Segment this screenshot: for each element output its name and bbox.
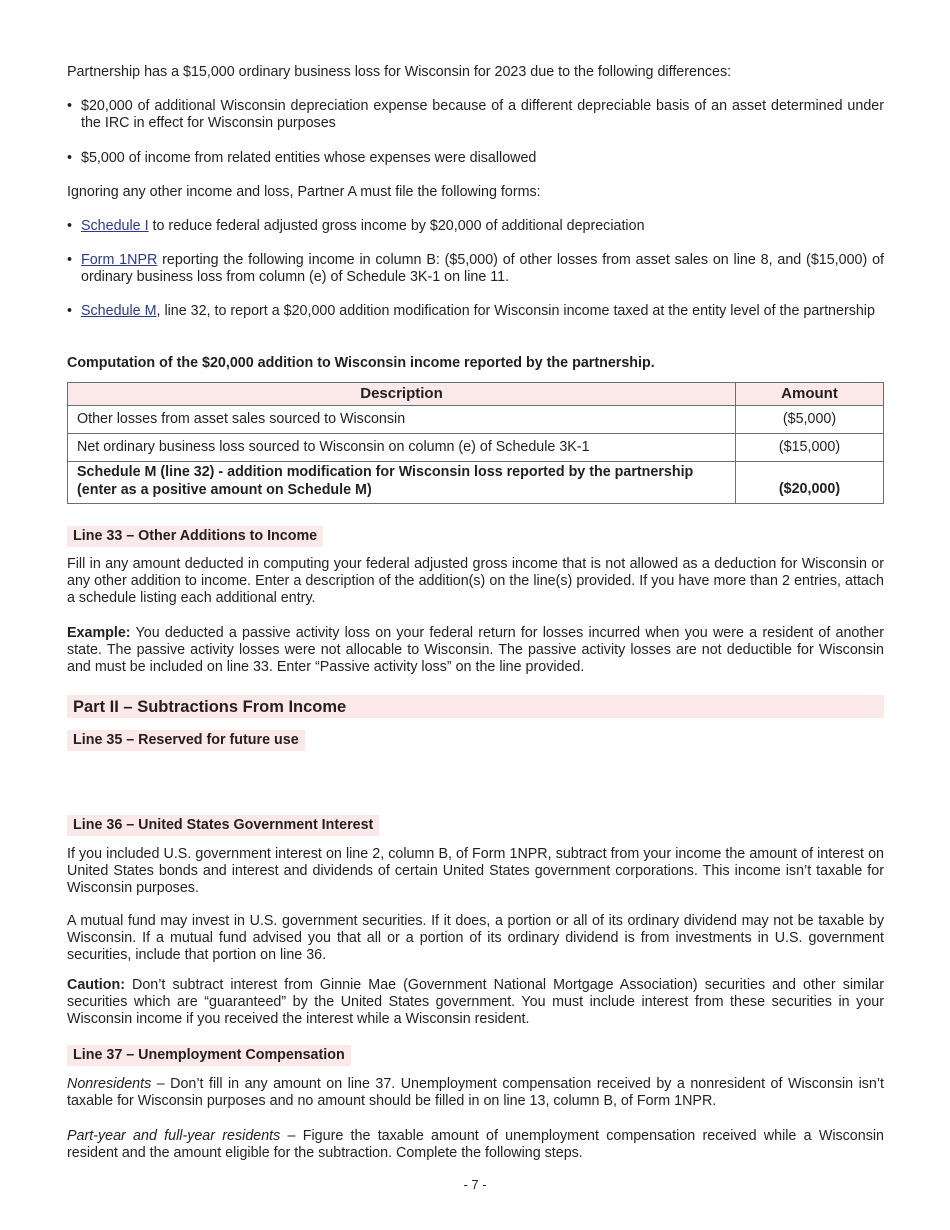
line-37-heading: Line 37 – Unemployment Compensation: [67, 1045, 351, 1066]
page-number: - 7 -: [463, 1177, 487, 1192]
description-header: Description: [68, 383, 736, 406]
form-item-form-1npr: [67, 252, 884, 286]
table-row: [68, 406, 884, 434]
row-amount: ($15,000): [736, 434, 884, 462]
computation-title: Computation of the $20,000 addition to Wisconsin income reported by the partnership.: [67, 355, 655, 371]
caution-label: Caution:: [67, 977, 125, 993]
line-36-caution: [67, 977, 884, 1029]
row-description: Net ordinary business loss sourced to Wisconsin on column (e) of Schedule 3K-1: [68, 434, 736, 462]
row-amount: ($5,000): [736, 406, 884, 434]
form-item-text: to reduce federal adjusted gross income by $20,000 of additional depreciation: [148, 218, 645, 234]
example-text: You deducted a passive activity loss on your federal return for losses incurred when you were a resident of another state. The passive activity losses were not allocable to Wisconsin. The passive activity losses are not deductible for Wisconsin and must be included on line 33. Enter “Passive activity loss” on the line provided.: [67, 625, 884, 676]
line-37-part-year: [67, 1128, 884, 1162]
row-description: Schedule M (line 32) - addition modification for Wisconsin loss reported by the partnership (enter as a positive amount on Schedule M): [68, 462, 736, 504]
line-36-paragraph-1: If you included U.S. government interest on line 2, column B, of Form 1NPR, subtract from your income the amount of interest on United States bonds and interest and dividends of certain United States government corporations. This income isn’t taxable for Wisconsin purposes.: [67, 846, 884, 897]
form-item-text: reporting the following income in column B: ($5,000) of other losses from asset sales on line 8, and ($15,000) of ordinary business loss from column (e) of Schedule 3K-1 on line 11.: [81, 252, 885, 286]
part-year-label: Part-year and full-year residents: [67, 1128, 281, 1144]
difference-item-1: • $20,000 of additional Wisconsin depreciation expense because of a different depreciable basis of an asset determined under the IRC in effect for Wisconsin purposes: [67, 98, 884, 132]
line-33-heading: Line 33 – Other Additions to Income: [67, 526, 323, 547]
schedule-i-link[interactable]: Schedule I: [81, 218, 149, 234]
part-2-heading: Part II – Subtractions From Income: [67, 695, 884, 718]
computation-table: [67, 382, 884, 504]
table-header-row: [68, 383, 884, 406]
line-37-nonresidents: [67, 1076, 884, 1110]
row-description: Other losses from asset sales sourced to Wisconsin: [68, 406, 736, 434]
part-year-text: – Figure the taxable amount of unemployment compensation received while a Wisconsin resident and the amount eligible for the subtraction. Complete the following steps.: [67, 1128, 884, 1162]
line-36-paragraph-2: A mutual fund may invest in U.S. government securities. If it does, a portion or all of its ordinary dividend may not be taxable by Wisconsin. If a mutual fund advised you that all or a portion of its ordinary dividend is from investments in U.S. government securities, include that portion on line 36.: [67, 913, 884, 964]
amount-header: Amount: [736, 383, 884, 406]
forms-intro: Ignoring any other income and loss, Partner A must file the following forms:: [67, 184, 541, 200]
schedule-m-link[interactable]: Schedule M: [81, 303, 157, 319]
caution-text: Don’t subtract interest from Ginnie Mae (Government National Mortgage Association) securities and other similar securities which are “guaranteed” by the United States government. You must include interest from these securities in your Wisconsin income if you received the interest while a Wisconsin resident.: [67, 977, 884, 1028]
intro-paragraph: Partnership has a $15,000 ordinary business loss for Wisconsin for 2023 due to the following differences:: [67, 64, 732, 80]
line-33-paragraph: Fill in any amount deducted in computing your federal adjusted gross income that is not allowed as a deduction for Wisconsin or any other addition to income. Enter a description of the addition(s) on the line(s) provided. If you have more than 2 entries, attach a schedule listing each additional entry.: [67, 556, 884, 607]
form-item-schedule-i: [67, 218, 884, 235]
table-row: [68, 434, 884, 462]
difference-item-2: • $5,000 of income from related entities whose expenses were disallowed: [67, 150, 884, 167]
example-label: Example:: [67, 625, 131, 641]
table-row-total: [68, 462, 884, 504]
form-item-schedule-m: [67, 303, 884, 320]
form-item-text: , line 32, to report a $20,000 addition modification for Wisconsin income taxed at the entity level of the partnership: [156, 303, 875, 319]
nonresidents-label: Nonresidents: [67, 1076, 152, 1092]
line-36-heading: Line 36 – United States Government Interest: [67, 815, 379, 836]
line-35-heading: Line 35 – Reserved for future use: [67, 730, 305, 751]
form-1npr-link[interactable]: Form 1NPR: [81, 252, 158, 268]
row-amount: ($20,000): [736, 462, 884, 504]
line-33-example: [67, 625, 884, 677]
nonresidents-text: – Don’t fill in any amount on line 37. Unemployment compensation received by a nonresident of Wisconsin isn’t taxable for Wisconsin purposes and no amount should be filled in on line 13, column B, of Form 1NPR.: [67, 1076, 884, 1110]
